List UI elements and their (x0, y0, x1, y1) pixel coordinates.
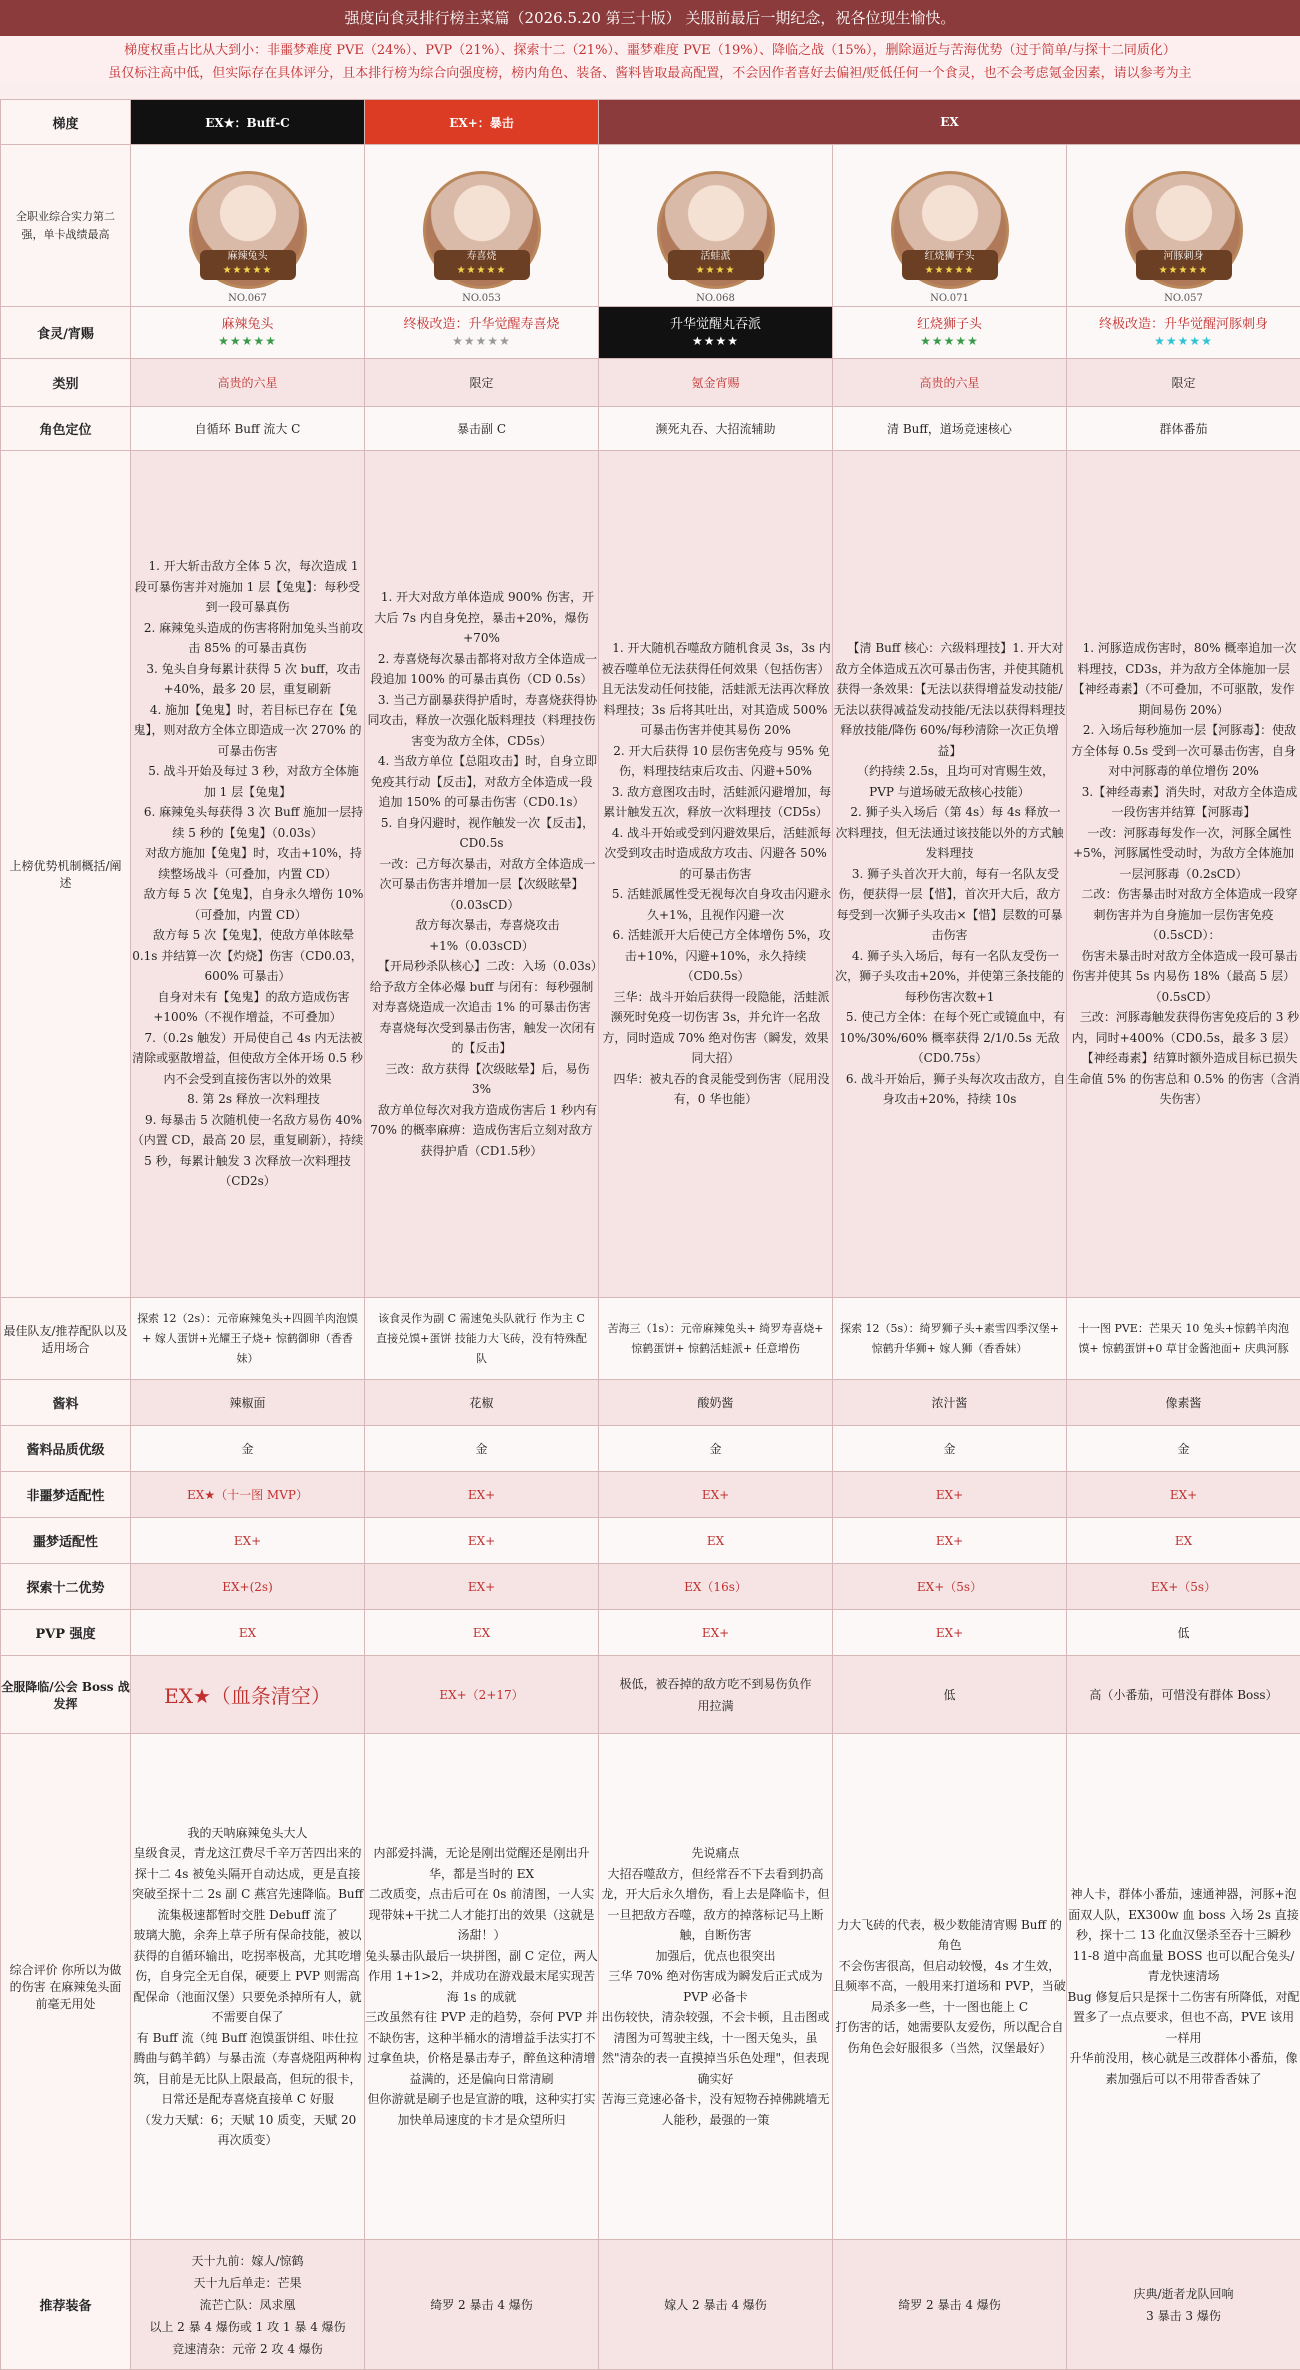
equipment-cell (365, 2240, 599, 2370)
name-cell (131, 307, 365, 359)
star-rating: ★★★★★ (452, 334, 511, 348)
row-label-nightmare: 噩梦适配性 (1, 1518, 131, 1564)
mechanic-paragraph: 敌方每次暴击，寿喜烧攻击+1%（0.03sCD） (365, 915, 598, 956)
row-label-evaluation: 综合评价 你所以为做的伤害 在麻辣兔头面前毫无用处 (1, 1734, 131, 2240)
role-row (1, 407, 1300, 451)
mechanic-paragraph: 5. 活蛙派属性受无视每次自身攻击闪避永久+1%，且视作闪避一次 (599, 884, 832, 925)
mechanic-paragraph: 2. 寿喜烧每次暴击都将对敌方全体造成一段追加 100% 的可暴击真伤（CD 0.5s） (365, 649, 598, 690)
evaluation-cell (599, 1734, 833, 2240)
equipment-line: 以上 2 暴 4 爆伤或 1 攻 1 暴 4 爆伤 (131, 2316, 364, 2338)
evaluation-paragraph: 打伤害的话，她需要队友爱伤，所以配合自伤角色会好服很多（当然，汉堡最好） (833, 2017, 1066, 2058)
evaluation-paragraph: 兔头暴击队最后一块拼图，副 C 定位，两人作用 1+1>2，并成功在游戏最末尾实现苦海 1s 的成就 (365, 1946, 598, 2008)
tier-header-ex: EX (599, 100, 1300, 145)
card-number: NO.067 (192, 293, 304, 304)
row-label-overall: 全职业综合实力第二强，单卡战绩最高 (1, 145, 131, 307)
explore12-cell: EX+(2s) (131, 1564, 365, 1610)
row-label-nonnightmare: 非噩梦适配性 (1, 1472, 131, 1518)
card-stars: ★★★★ (668, 264, 764, 278)
nightmare-cell: EX (599, 1518, 833, 1564)
mechanic-paragraph: 【神经毒素】结算时额外造成目标已损失生命值 5% 的伤害总和 0.5% 的伤害（含消失伤害） (1067, 1048, 1300, 1110)
team-row (1, 1298, 1300, 1380)
role-cell: 濒死丸吞、大招流辅助 (599, 407, 833, 451)
sauce-quality-cell: 金 (365, 1426, 599, 1472)
pvp-cell: EX (365, 1610, 599, 1656)
card-stars: ★★★★★ (434, 264, 530, 278)
equipment-line: 绮罗 2 暴击 4 爆伤 (365, 2294, 598, 2316)
evaluation-paragraph: 我的天呐麻辣兔头大人 (131, 1823, 364, 1844)
evaluation-paragraph: 内部爱抖满，无论是刚出觉醒还是刚出升华，都是当时的 EX (365, 1843, 598, 1884)
sauce-quality-row (1, 1426, 1300, 1472)
card-name: 寿喜烧 (434, 250, 530, 264)
category-cell: 高贵的六星 (833, 359, 1067, 407)
evaluation-row (1, 1734, 1300, 2240)
mechanic-paragraph: 敌方每 5 次【兔鬼】，自身永久增伤 10%（可叠加，内置 CD） (131, 884, 364, 925)
tier-header-explus: EX+：暴击 (365, 100, 599, 145)
evaluation-paragraph: 玻璃大脆，余奔上草子所有保命技能，被以获得的自循环输出，吃拐率极高，尤其吃增伤，自身完全无自保，硬要上 PVP 则需高配保命（池面汉堡）只要免杀掉所有人，就不需要自保了 (131, 1925, 364, 2028)
sauce-row (1, 1380, 1300, 1426)
sauce-cell: 辣椒面 (131, 1380, 365, 1426)
character-portrait (1125, 171, 1243, 289)
nonnightmare-cell: EX★（十一图 MVP） (131, 1472, 365, 1518)
mechanic-paragraph: （约持续 2.5s，且均可对宵赐生效，PVP 与道场破无敌核心技能） (833, 761, 1066, 802)
boss-cell: EX★（血条清空） (131, 1656, 365, 1734)
mechanic-paragraph: 6. 活蛙派开大后使己方全体增伤 5%，攻击+10%，闪避+10%，永久持续（CD0.5s） (599, 925, 832, 987)
category-cell: 氪金宵赐 (599, 359, 833, 407)
character-portrait (657, 171, 775, 289)
nightmare-row (1, 1518, 1300, 1564)
equipment-cell (1067, 2240, 1300, 2370)
category-cell: 高贵的六星 (131, 359, 365, 407)
equipment-cell (833, 2240, 1067, 2370)
team-cell: 该食灵作为副 C 需速兔头队就行 作为主 C 直接兑馍+蛋饼 技能力大飞砖，没有特殊配队 (365, 1298, 599, 1380)
card-stars: ★★★★★ (1136, 264, 1232, 278)
evaluation-cell (365, 1734, 599, 2240)
name-cell (833, 307, 1067, 359)
evaluation-paragraph: 11-8 道中高血量 BOSS 也可以配合兔头/青龙快速清场 (1067, 1946, 1300, 1987)
card-name: 河豚刺身 (1136, 250, 1232, 264)
evaluation-paragraph: （发力天赋：6；天赋 10 质变，天赋 20 再次质变） (131, 2110, 364, 2151)
pvp-row (1, 1610, 1300, 1656)
star-rating: ★★★★★ (218, 334, 277, 348)
boss-cell: EX+（2+17） (365, 1656, 599, 1734)
tier-table (0, 99, 1300, 2370)
mechanic-paragraph: 8. 第 2s 释放一次料理技 (131, 1089, 364, 1110)
page-title: 强度向食灵排行榜主菜篇（2026.5.20 第三十版） 关服前最后一期纪念，祝各位现生愉快。 (0, 0, 1300, 36)
card-number: NO.053 (426, 293, 538, 304)
equipment-line: 嫁人 2 暴击 4 爆伤 (599, 2294, 832, 2316)
evaluation-cell (1067, 1734, 1300, 2240)
evaluation-paragraph: 出伤较快，清杂较强，不会卡顿，且击图或清图为可驾驶主线，十一图天兔头，虽然"清杂的表一直摸掉当乐色处理"，但表现确实好 (599, 2007, 832, 2089)
banner-line-1: 梯度权重占比从大到小：非噩梦难度 PVE（24%）、PVP（21%）、探索十二（21%）、噩梦难度 PVE（19%）、降临之战（15%），删除逼近与苦海优势（过于简单/与探十二同质化） (0, 39, 1300, 62)
row-label-boss: 全服降临/公会 Boss 战发挥 (1, 1656, 131, 1734)
role-cell: 清 Buff，道场竞速核心 (833, 407, 1067, 451)
mechanic-paragraph: 四华：被丸吞的食灵能受到伤害（屁用没有，0 华也能） (599, 1069, 832, 1110)
explore12-cell: EX+ (365, 1564, 599, 1610)
mechanic-paragraph: 2. 狮子头入场后（第 4s）每 4s 释放一次料理技，但无法通过该技能以外的方式触发料理技 (833, 802, 1066, 864)
category-cell: 限定 (365, 359, 599, 407)
explore12-cell: EX+（5s） (1067, 1564, 1300, 1610)
mechanic-paragraph: 6. 战斗开始后，狮子头每次攻击敌方，自身攻击+20%，持续 10s (833, 1069, 1066, 1110)
equipment-line: 天十九后单走：芒果 (131, 2272, 364, 2294)
mechanics-cell (365, 451, 599, 1298)
card-stars: ★★★★★ (902, 264, 998, 278)
name-cell (365, 307, 599, 359)
boss-cell: 低 (833, 1656, 1067, 1734)
mechanics-cell (599, 451, 833, 1298)
mechanic-paragraph: 1. 开大对敌方单体造成 900% 伤害，开大后 7s 内自身免控，暴击+20%，爆伤+70% (365, 587, 598, 649)
mechanic-paragraph: 寿喜烧每次受到暴击伤害，触发一次闭有的【反击】 (365, 1018, 598, 1059)
equipment-line: 流芒亡队：凤求凰 (131, 2294, 364, 2316)
row-label-category: 类别 (1, 359, 131, 407)
equipment-line: 天十九前：嫁人/惊鹤 (131, 2250, 364, 2272)
evaluation-paragraph: 苦海三竞速必备卡，没有短物吞掉佛跳墙无人能秒，最强的一策 (599, 2089, 832, 2130)
mechanic-paragraph: 一改：河豚毒每发作一次，河豚全属性+5%，河豚属性受动时，为敌方全体施加一层河豚毒（0.2sCD） (1067, 823, 1300, 885)
equipment-line: 庆典/逝者龙队回响 (1067, 2283, 1300, 2305)
explore12-row (1, 1564, 1300, 1610)
pvp-cell: EX+ (599, 1610, 833, 1656)
explore12-cell: EX+（5s） (833, 1564, 1067, 1610)
pvp-cell: 低 (1067, 1610, 1300, 1656)
mechanic-paragraph: 三改：敌方获得【次级眩晕】后，易伤 3% (365, 1059, 598, 1100)
row-label-tier: 梯度 (1, 100, 131, 145)
boss-cell: 高（小番茄，可惜没有群体 Boss） (1067, 1656, 1300, 1734)
card-number: NO.068 (660, 293, 772, 304)
mechanic-paragraph: 【开局秒杀队核心】二改：入场（0.03s）给予敌方全体必爆 buff 与闭有：每秒强制对寿喜烧造成一次追击 1% 的可暴击伤害 (365, 956, 598, 1018)
sauce-quality-cell: 金 (1067, 1426, 1300, 1472)
evaluation-paragraph: 加强后，优点也很突出 (599, 1946, 832, 1967)
portrait-cell (599, 145, 833, 307)
evaluation-paragraph: 升华前没用，核心就是三改群体小番茄，像素加强后可以不用带香香妹了 (1067, 2048, 1300, 2089)
character-portrait (891, 171, 1009, 289)
card-number: NO.071 (894, 293, 1006, 304)
tier-row (1, 100, 1300, 145)
mechanic-paragraph: 三华：战斗开始后获得一段隐能，活蛙派濒死时免疫一切伤害 3s，并允许一名敌方，同时造成 70% 绝对伤害（瞬发，效果同大招） (599, 987, 832, 1069)
star-rating: ★★★★★ (920, 334, 979, 348)
mechanic-paragraph: 2. 开大后获得 10 层伤害免疫与 95% 免伤，料理技结束后攻击、闪避+50% (599, 741, 832, 782)
mechanic-paragraph: 3. 当己方副暴获得护盾时，寿喜烧获得协同攻击，释放一次强化版料理技（料理技伤害变为敌方全体，CD5s） (365, 690, 598, 752)
mechanic-paragraph: 【清 Buff 核心：六级料理技】1. 开大对敌方全体造成五次可暴击伤害，并使其随机获得一条效果：【无法以获得增益发动技能/无法以获得减益发动技能/无法以获得料理技释放技能/降伤 60%/每秒清除一次正负增益】 (833, 638, 1066, 761)
row-label-mechanics: 上榜优势机制概括/阐述 (1, 451, 131, 1298)
evaluation-paragraph: 但你游就是刷子也是宣游的哦，这种实打实加快单局速度的卡才是众望所归 (365, 2089, 598, 2130)
mechanic-paragraph: 6. 麻辣兔头每获得 3 次 Buff 施加一层持续 5 秒的【兔鬼】（0.03s） (131, 802, 364, 843)
portrait-cell (833, 145, 1067, 307)
equipment-row (1, 2240, 1300, 2370)
mechanic-paragraph: 7.（0.2s 触发）开局使自己 4s 内无法被清除或驱散增益，但使敌方全体开场 0.5 秒内不会受到直接伤害以外的效果 (131, 1028, 364, 1090)
nightmare-cell: EX+ (365, 1518, 599, 1564)
mechanic-paragraph: 3. 兔头自身每累计获得 5 次 buff，攻击+40%，最多 20 层，重复刷新 (131, 659, 364, 700)
banner-line-2: 虽仅标注高中低，但实际存在具体评分，且本排行榜为综合向强度榜，榜内角色、装备、酱料皆取最高配置，不会因作者喜好去偏袒/贬低任何一个食灵，也不会考虑氪金因素，请以参考为主 (0, 62, 1300, 85)
sauce-quality-cell: 金 (131, 1426, 365, 1472)
portrait-cell (365, 145, 599, 307)
character-portrait (189, 171, 307, 289)
mechanic-paragraph: 二改：伤害暴击时对敌方全体造成一段穿刺伤害并为自身施加一层伤害免疫（0.5sCD）： (1067, 884, 1300, 946)
team-cell: 探索 12（2s）：元帝麻辣兔头+四圆羊肉泡馍+ 嫁人蛋饼+光耀王子烧+ 惊鹤御卵（香香妹） (131, 1298, 365, 1380)
mechanics-cell (131, 451, 365, 1298)
character-name: 升华觉醒丸吞派 (599, 316, 832, 333)
sauce-cell: 像素酱 (1067, 1380, 1300, 1426)
mechanics-cell (1067, 451, 1300, 1298)
character-name: 麻辣兔头 (131, 316, 364, 333)
character-name: 终极改造：升华觉醒河豚刺身 (1067, 316, 1300, 333)
evaluation-paragraph: Bug 修复后只是探十二伤害有所降低，对配置多了一点点要求，但也不高，PVE 该用一样用 (1067, 1987, 1300, 2049)
sauce-quality-cell: 金 (599, 1426, 833, 1472)
card-name: 活蛙派 (668, 250, 764, 264)
nonnightmare-cell: EX+ (833, 1472, 1067, 1518)
nonnightmare-cell: EX+ (1067, 1472, 1300, 1518)
equipment-line: 绮罗 2 暴击 4 爆伤 (833, 2294, 1066, 2316)
boss-row (1, 1656, 1300, 1734)
sauce-cell: 浓汁酱 (833, 1380, 1067, 1426)
evaluation-paragraph: 大招吞噬敌方，但经常吞不下去看到扔高龙，开大后永久增伤，看上去是降临卡，但一旦把敌方吞噬，敌方的掉落标记马上断触，自断伤害 (599, 1864, 832, 1946)
sauce-cell: 酸奶酱 (599, 1380, 833, 1426)
nonnightmare-cell: EX+ (599, 1472, 833, 1518)
mechanic-paragraph: 自身对未有【兔鬼】的敌方造成伤害+100%（不视作增益，不可叠加） (131, 987, 364, 1028)
category-row (1, 359, 1300, 407)
equipment-cell (599, 2240, 833, 2370)
evaluation-paragraph: 皇级食灵，青龙这江费尽千辛万苦四出来的探十二 4s 被兔头隔开自动达成，更是直接突破至探十二 2s 副 C 燕宫先速降临。Buff 流集极速都暂时交胜 Debuff 流了 (131, 1843, 364, 1925)
mechanic-paragraph: 敌方每 5 次【兔鬼】，使敌方单体眩晕 0.1s 并结算一次【灼烧】伤害（CD0.03，600% 可暴击） (131, 925, 364, 987)
mechanic-paragraph: 3. 敌方意图攻击时，活蛙派闪避增加，每累计触发五次，释放一次料理技（CD5s） (599, 782, 832, 823)
mechanic-paragraph: 敌方单位每次对我方造成伤害后 1 秒内有 70% 的概率麻痹：造成伤害后立刻对敌方获得护盾（CD1.5秒） (365, 1100, 598, 1162)
evaluation-cell (833, 1734, 1067, 2240)
row-label-equipment: 推荐装备 (1, 2240, 131, 2370)
evaluation-paragraph: 有 Buff 流（纯 Buff 泡馍蛋饼组、咔仕拉腾曲与鹤羊鹤）与暴击流（寿喜烧阻两种构筑，目前是无比队上限最高，但玩的很卡，日常还是配寿喜烧直接单 C 好服 (131, 2028, 364, 2110)
nightmare-cell: EX+ (833, 1518, 1067, 1564)
role-cell: 群体番茄 (1067, 407, 1300, 451)
portrait-cell (131, 145, 365, 307)
character-name: 终极改造：升华觉醒寿喜烧 (365, 316, 598, 333)
sauce-cell: 花椒 (365, 1380, 599, 1426)
mechanics-row (1, 451, 1300, 1298)
evaluation-paragraph: 三华 70% 绝对伤害成为瞬发后正式成为 PVP 必备卡 (599, 1966, 832, 2007)
row-label-role: 角色定位 (1, 407, 131, 451)
evaluation-cell (131, 1734, 365, 2240)
category-cell: 限定 (1067, 359, 1300, 407)
mechanic-paragraph: 1. 开大随机吞噬敌方随机食灵 3s，3s 内被吞噬单位无法获得任何效果（包括伤害）且无法发动任何技能，活蛙派无法再次释放料理技；3s 后将其吐出，对其造成 500% 可暴击伤害并使其易伤 20% (599, 638, 832, 741)
star-rating: ★★★★★ (1154, 334, 1213, 348)
star-rating: ★★★★ (692, 334, 739, 348)
row-label-sauce-quality: 酱料品质优级 (1, 1426, 131, 1472)
equipment-cell (131, 2240, 365, 2370)
nightmare-cell: EX (1067, 1518, 1300, 1564)
row-label-team: 最佳队友/推荐配队以及适用场合 (1, 1298, 131, 1380)
mechanic-paragraph: 4. 施加【兔鬼】时，若目标已存在【兔鬼】，则对敌方全体立即造成一次 270% 的可暴击伤害 (131, 700, 364, 762)
card-stars: ★★★★★ (200, 264, 296, 278)
row-label-explore12: 探索十二优势 (1, 1564, 131, 1610)
character-name: 红烧狮子头 (833, 316, 1066, 333)
name-cell (599, 307, 833, 359)
portrait-cell (1067, 145, 1300, 307)
nightmare-cell: EX+ (131, 1518, 365, 1564)
equipment-line: 竞速清杂：元帝 2 攻 4 爆伤 (131, 2338, 364, 2360)
team-cell: 苦海三（1s）：元帝麻辣兔头+ 绮罗寿喜烧+ 惊鹤蛋饼+ 惊鹤活蛙派+ 任意增伤 (599, 1298, 833, 1380)
evaluation-paragraph: 先说痛点 (599, 1843, 832, 1864)
team-cell: 探索 12（5s）：绮罗狮子头+素雪四季汉堡+ 惊鹤升华狮+ 嫁人狮（香香妹） (833, 1298, 1067, 1380)
mechanic-paragraph: 三改：河豚毒触发获得伤害免疫后的 3 秒内，同时+400%（CD0.5s，最多 3 层） (1067, 1007, 1300, 1048)
name-cell (1067, 307, 1300, 359)
mechanic-paragraph: 5. 战斗开始及每过 3 秒，对敌方全体施加 1 层【兔鬼】 (131, 761, 364, 802)
tier-header-exstar: EX★：Buff-C (131, 100, 365, 145)
card-number: NO.057 (1128, 293, 1240, 304)
role-cell: 暴击副 C (365, 407, 599, 451)
mechanic-paragraph: 3. 狮子头首次开大前，每有一名队友受伤，便获得一层【惜】，首次开大后，敌方每受到一次狮子头攻击×【惜】层数的可暴击伤害 (833, 864, 1066, 946)
character-portrait (423, 171, 541, 289)
nonnightmare-cell: EX+ (365, 1472, 599, 1518)
evaluation-paragraph: 三改虽然有往 PVP 走的趋势，奈何 PVP 并不缺伤害，这种半桶水的清增益手法实打不过拿鱼块，价格是暴击寿子，醉鱼这种清增益满的，还是偏向日常清刷 (365, 2007, 598, 2089)
row-label-food: 食灵/宵赐 (1, 307, 131, 359)
role-cell: 自循环 Buff 流大 C (131, 407, 365, 451)
row-label-sauce: 酱料 (1, 1380, 131, 1426)
sauce-quality-cell: 金 (833, 1426, 1067, 1472)
mechanic-paragraph: 4. 狮子头入场后，每有一名队友受伤一次，狮子头攻击+20%，并使第三条技能的每秒伤害次数+1 (833, 946, 1066, 1008)
mechanic-paragraph: 1. 河豚造成伤害时，80% 概率追加一次料理技，CD3s，并为敌方全体施加一层【神经毒素】（不可叠加，不可驱散，发作期间易伤 20%） (1067, 638, 1300, 720)
mechanic-paragraph: 5. 自身闪避时，视作触发一次【反击】，CD0.5s (365, 813, 598, 854)
mechanic-paragraph: 3.【神经毒素】消失时，对敌方全体造成一段伤害并结算【河豚毒】 (1067, 782, 1300, 823)
mechanic-paragraph: 5. 使己方全体：在每个死亡或镜血中，有 10%/30%/60% 概率获得 2/1/0.5s 无敌（CD0.75s） (833, 1007, 1066, 1069)
evaluation-paragraph: 力大飞砖的代表，极少数能清宵赐 Buff 的角色 (833, 1915, 1066, 1956)
mechanic-paragraph: 2. 入场后每秒施加一层【河豚毒】：使敌方全体每 0.5s 受到一次可暴击伤害，自身对中河豚毒的单位增伤 20% (1067, 720, 1300, 782)
card-name: 麻辣兔头 (200, 250, 296, 264)
card-name: 红烧狮子头 (902, 250, 998, 264)
evaluation-paragraph: 二改质变，点击后可在 0s 前清图，一人实现带妹+干扰二人才能打出的效果（这就是汤甜！） (365, 1884, 598, 1946)
mechanic-paragraph: 4. 当敌方单位【总阻攻击】时，自身立即免疫其行动【反击】，对敌方全体造成一段追加 150% 的可暴击伤害（CD0.1s） (365, 751, 598, 813)
mechanic-paragraph: 伤害未暴击时对敌方全体造成一段可暴击伤害并使其 5s 内易伤 18%（最高 5 层）（0.5sCD） (1067, 946, 1300, 1008)
mechanics-cell (833, 451, 1067, 1298)
portrait-row (1, 145, 1300, 307)
mechanic-paragraph: 对敌方施加【兔鬼】时，攻击+10%，持续整场战斗（可叠加，内置 CD） (131, 843, 364, 884)
weight-banner (0, 36, 1300, 82)
mechanic-paragraph: 1. 开大斩击敌方全体 5 次，每次造成 1 段可暴伤害并对施加 1 层【兔鬼】：每秒受到一段可暴真伤 (131, 556, 364, 618)
row-label-pvp: PVP 强度 (1, 1610, 131, 1656)
evaluation-paragraph: 不会伤害很高，但启动较慢，4s 才生效，且频率不高，一般用来打道场和 PVP，当破局杀多一些，十一图也能上 C (833, 1956, 1066, 2018)
pvp-cell: EX (131, 1610, 365, 1656)
nonnightmare-row (1, 1472, 1300, 1518)
mechanic-paragraph: 2. 麻辣兔头造成的伤害将附加兔头当前攻击 85% 的可暴击真伤 (131, 618, 364, 659)
mechanic-paragraph: 4. 战斗开始或受到闪避效果后，活蛙派每次受到攻击时造成敌方攻击、闪避各 50% 的可暴击伤害 (599, 823, 832, 885)
name-row (1, 307, 1300, 359)
team-cell: 十一图 PVE：芒果天 10 兔头+惊鹤羊肉泡馍+ 惊鹤蛋饼+0 草甘金酱池面+ 庆典河豚 (1067, 1298, 1300, 1380)
boss-cell: 极低，被吞掉的敌方吃不到易伤负作用拉满 (599, 1656, 833, 1734)
mechanic-paragraph: 9. 每暴击 5 次随机使一名敌方易伤 40%（内置 CD，最高 20 层，重复刷新），持续 5 秒，每累计触发 3 次释放一次料理技（CD2s） (131, 1110, 364, 1192)
pvp-cell: EX+ (833, 1610, 1067, 1656)
explore12-cell: EX（16s） (599, 1564, 833, 1610)
mechanic-paragraph: 一改：己方每次暴击，对敌方全体造成一次可暴击伤害并增加一层【次级眩晕】（0.03sCD） (365, 854, 598, 916)
equipment-line: 3 暴击 3 爆伤 (1067, 2305, 1300, 2327)
evaluation-paragraph: 神人卡，群体小番茄，速通神器，河豚+泡面双人队，EX300w 血 boss 入场 2s 直接秒，探十二 13 化血汉堡杀至吞十三瞬秒 (1067, 1884, 1300, 1946)
